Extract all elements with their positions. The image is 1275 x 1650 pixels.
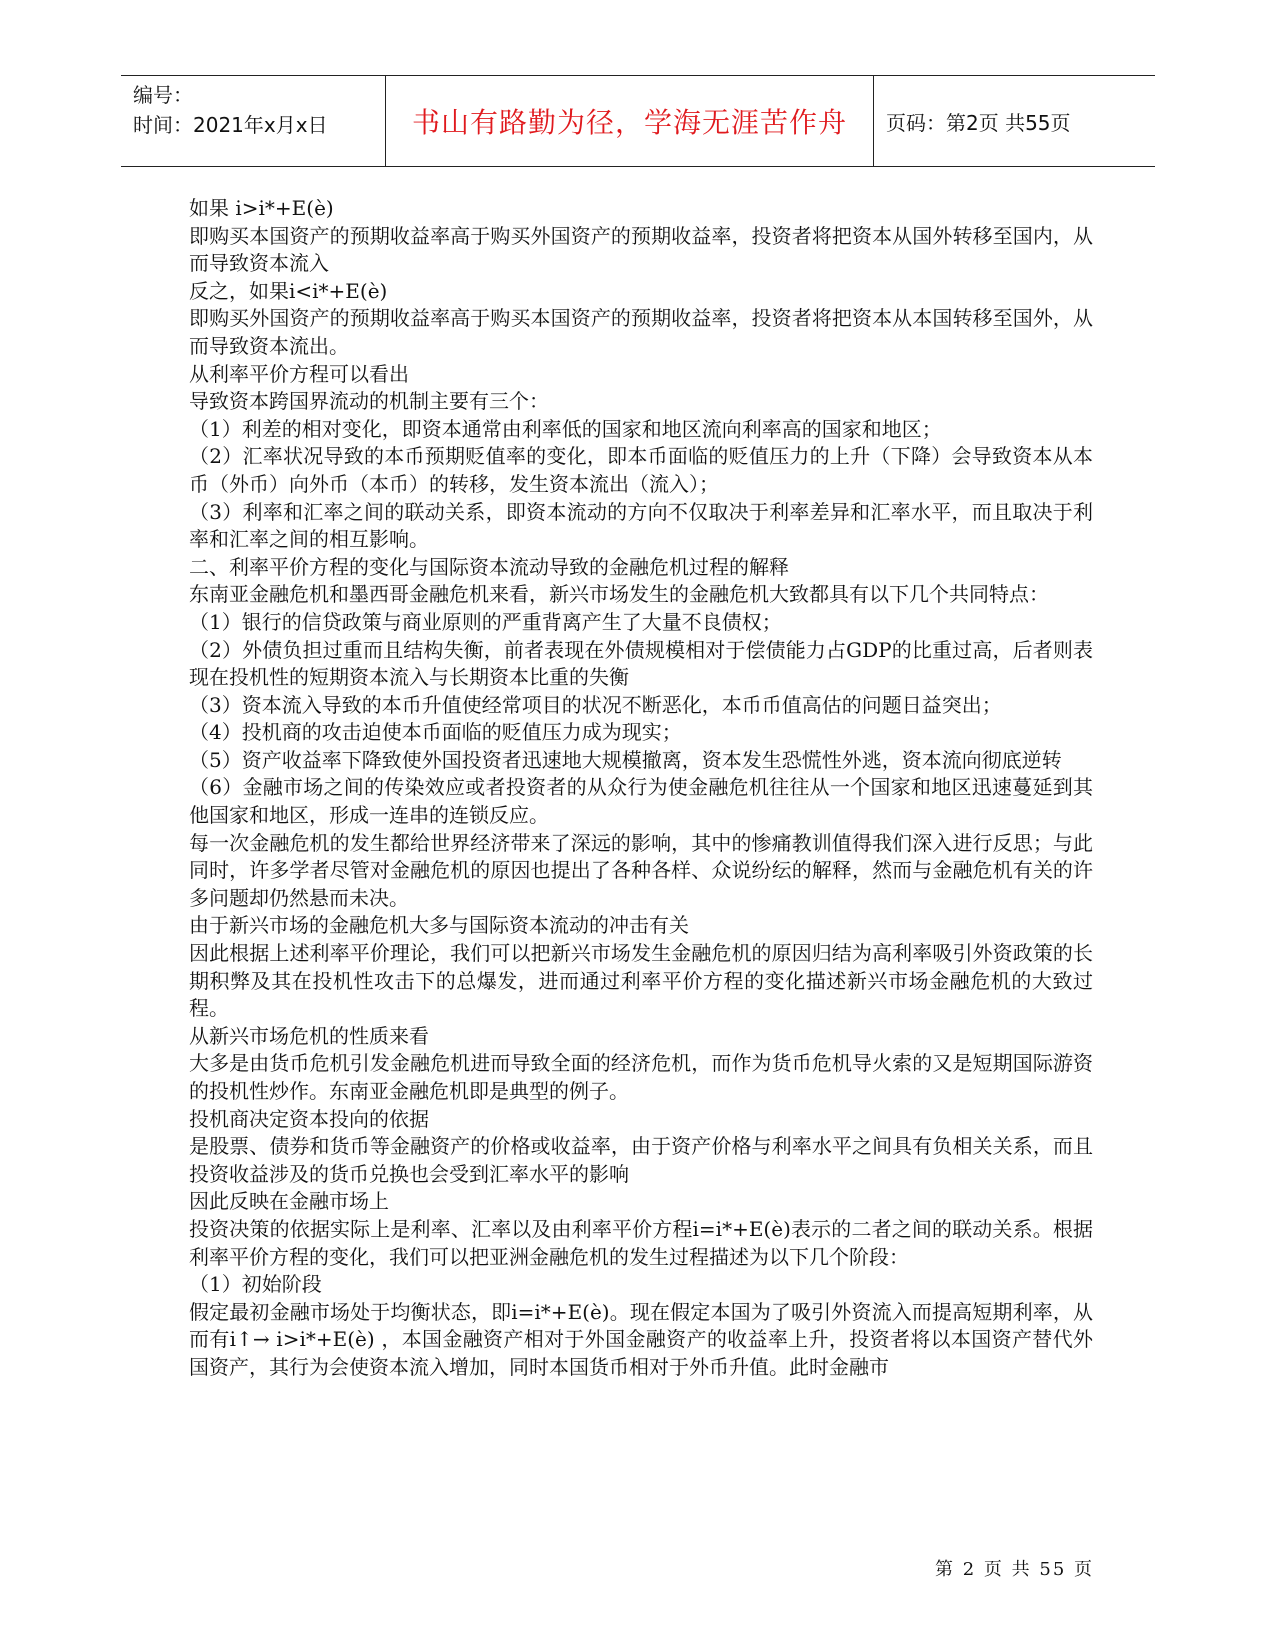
paragraph: 因此反映在金融市场上	[189, 1189, 389, 1214]
paragraph: 从利率平价方程可以看出	[189, 361, 409, 386]
page-info: 页码：第2页 共55页	[886, 110, 1071, 135]
paragraph: 假定最初金融市场处于均衡状态，即i=i*+E(è)。现在假定本国为了吸引外资流入而提高短期利率，从而有i↑→ i>i*+E(è) ，本国金融资产相对于外国金融资产的收益率上升，投资者将以本国资产替代外国资产，其行为会使资本流入增加，同时本国货币相对于外币升值。此时金融市	[189, 1299, 1093, 1379]
paragraph: 由于新兴市场的金融危机大多与国际资本流动的冲击有关	[189, 913, 689, 938]
document-body	[189, 195, 1093, 1382]
header-right	[874, 76, 1155, 166]
paragraph: （2）外债负担过重而且结构失衡，前者表现在外债规模相对于偿债能力占GDP的比重过高，后者则表现在投机性的短期资本流入与长期资本比重的失衡	[189, 637, 1093, 690]
paragraph: （2）汇率状况导致的本币预期贬值率的变化，即本币面临的贬值压力的上升（下降）会导致资本从本币（外币）向外币（本币）的转移，发生资本流出（流入）；	[189, 444, 1093, 496]
paragraph: （1）利差的相对变化，即资本通常由利率低的国家和地区流向利率高的国家和地区；	[189, 416, 942, 441]
paragraph: 是股票、债券和货币等金融资产的价格或收益率，由于资产价格与利率水平之间具有负相关关系，而且投资收益涉及的货币兑换也会受到汇率水平的影响	[189, 1134, 1093, 1186]
number-label: 编号：	[133, 83, 193, 107]
paragraph: 大多是由货币危机引发金融危机进而导致全面的经济危机，而作为货币危机导火索的又是短期国际游资的投机性炒作。东南亚金融危机即是典型的例子。	[189, 1051, 1093, 1103]
page-header	[121, 75, 1155, 167]
paragraph: 从新兴市场危机的性质来看	[189, 1023, 429, 1048]
paragraph: 投机商决定资本投向的依据	[189, 1106, 429, 1131]
paragraph: 每一次金融危机的发生都给世界经济带来了深远的影响，其中的惨痛教训值得我们深入进行反思；与此同时，许多学者尽管对金融危机的原因也提出了各种各样、众说纷纭的解释，然而与金融危机有关的许多问题却仍然悬而未决。	[189, 830, 1093, 910]
page-footer	[935, 1555, 1094, 1581]
header-left	[121, 76, 385, 166]
paragraph: 即购买本国资产的预期收益率高于购买外国资产的预期收益率，投资者将把资本从国外转移至国内，从而导致资本流入	[189, 223, 1093, 276]
header-motto	[385, 76, 874, 166]
paragraph: （3）利率和汇率之间的联动关系，即资本流动的方向不仅取决于利率差异和汇率水平，而且取决于利率和汇率之间的相互影响。	[189, 499, 1093, 552]
paragraph: （1）银行的信贷政策与商业原则的严重背离产生了大量不良债权；	[189, 609, 782, 634]
paragraph: 反之，如果i<i*+E(è)	[189, 278, 388, 303]
paragraph: 投资决策的依据实际上是利率、汇率以及由利率平价方程i=i*+E(è)表示的二者之间的联动关系。根据利率平价方程的变化，我们可以把亚洲金融危机的发生过程描述为以下几个阶段：	[189, 1216, 1093, 1269]
section-heading: 二、利率平价方程的变化与国际资本流动导致的金融危机过程的解释	[189, 554, 789, 579]
paragraph: 即购买外国资产的预期收益率高于购买本国资产的预期收益率，投资者将把资本从本国转移至国外，从而导致资本流出。	[189, 306, 1093, 358]
motto-text: 书山有路勤为径，学海无涯苦作舟	[411, 106, 847, 139]
paragraph: 导致资本跨国界流动的机制主要有三个：	[189, 389, 549, 414]
paragraph: （3）资本流入导致的本币升值使经常项目的状况不断恶化，本币币值高估的问题日益突出；	[189, 692, 1002, 717]
paragraph: （5）资产收益率下降致使外国投资者迅速地大规模撤离，资本发生恐慌性外逃，资本流向彻底逆转	[189, 747, 1062, 772]
time-label: 时间：2021年x月x日	[133, 113, 328, 137]
paragraph: 如果 i>i*+E(è)	[189, 196, 334, 220]
paragraph: （4）投机商的攻击迫使本币面临的贬值压力成为现实；	[189, 720, 682, 745]
paragraph: 因此根据上述利率平价理论，我们可以把新兴市场发生金融危机的原因归结为高利率吸引外资政策的长期积弊及其在投机性攻击下的总爆发，进而通过利率平价方程的变化描述新兴市场金融危机的大致过程。	[189, 941, 1093, 1021]
paragraph: （6）金融市场之间的传染效应或者投资者的从众行为使金融危机往往从一个国家和地区迅速蔓延到其他国家和地区，形成一连串的连锁反应。	[189, 775, 1093, 828]
paragraph: 东南亚金融危机和墨西哥金融危机来看，新兴市场发生的金融危机大致都具有以下几个共同特点：	[189, 582, 1049, 607]
paragraph: （1）初始阶段	[189, 1272, 322, 1297]
footer-page-number: 第 2 页 共 55 页	[935, 1559, 1094, 1580]
